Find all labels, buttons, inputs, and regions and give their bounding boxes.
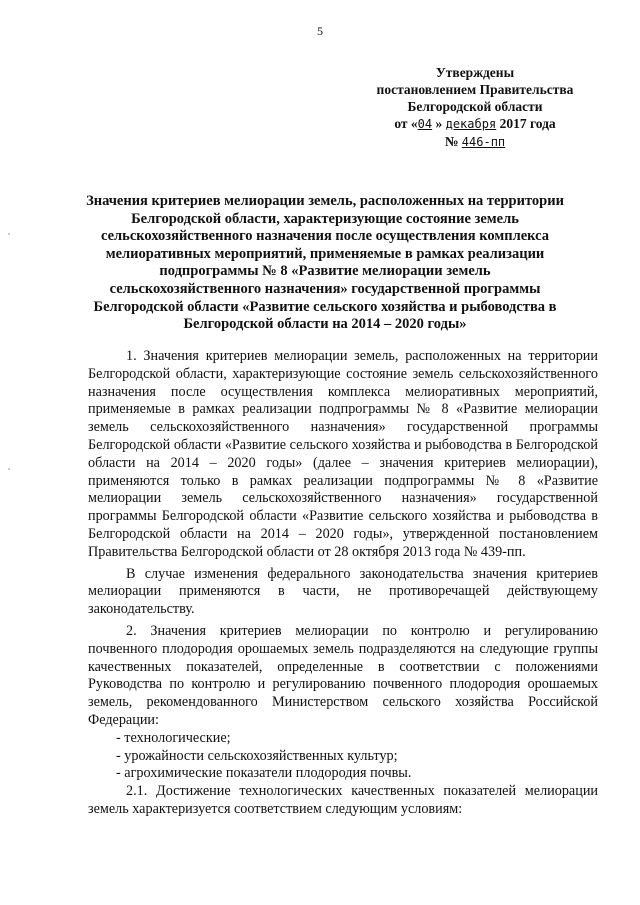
list-item-yield: - урожайности сельскохозяйственных культур; <box>116 747 398 764</box>
approval-date: от «04 » декабря 2017 года <box>394 116 556 131</box>
page-number: 5 <box>317 24 323 38</box>
document-title: Значения критериев мелиорации земель, расположенных на территории Белгородской области, характеризующие состояние земель сельскохозяйственного назначения после осуществления комплекса мелиоративных мероприятий, применяемые в рамках реализации подпрограммы № 8 «Развитие мелиорации земель сельскохозяйственного назначения» государственной программы Белгородской области «Развитие сельского хозяйства и рыбоводства в Белгородской области на 2014 – 2020 годы» <box>86 193 564 333</box>
scan-mark-left-2 <box>8 468 10 470</box>
document-body <box>88 348 598 819</box>
list-item-agrochemical: - агрохимические показатели плодородия почвы. <box>116 765 412 782</box>
approval-number-value: 446-пп <box>461 135 506 149</box>
list-item-technological: - технологические; <box>116 729 231 746</box>
approval-number: № 446-пп <box>444 134 506 149</box>
scan-mark-left-1 <box>8 233 10 235</box>
approval-line-3: Белгородской области <box>407 99 543 114</box>
approval-line-2: постановлением Правительства <box>376 82 574 97</box>
approval-line-1: Утверждены <box>435 65 515 80</box>
approval-block <box>365 64 585 151</box>
paragraph-3: 2. Значения критериев мелиорации по контролю и регулированию почвенного плодородия орошаемых земель подразделяются на следующие группы качественных показателей, определенные в соответствии с положениями Руководства по контролю и регулированию почвенного плодородия орошаемых земель, рекомендованного Министерством сельского хозяйства Российской Федерации: <box>88 622 598 728</box>
approval-day: 04 <box>417 117 433 131</box>
paragraph-4: 2.1. Достижение технологических качественных показателей мелиорации земель характеризуется соответствием следующим условиям: <box>88 783 598 817</box>
approval-month: декабря <box>445 117 497 131</box>
paragraph-1: 1. Значения критериев мелиорации земель, расположенных на территории Белгородской области, характеризующие состояние земель сельскохозяйственного назначения после осуществления комплекса мелиоративных мероприятий, применяемые в рамках реализации подпрограммы № 8 «Развитие мелиорации земель сельскохозяйственного назначения» государственной программы Белгородской области «Развитие сельского хозяйства и рыбоводства в Белгородской области на 2014 – 2020 годы» (далее – значения критериев мелиорации), применяются только в рамках реализации подпрограммы № 8 «Развитие мелиорации земель сельскохозяйственного назначения» государственной программы Белгородской области «Развитие сельского хозяйства и рыбоводства в Белгородской области на 2014 – 2020 годы», утвержденной постановлением Правительства Белгородской области от 28 октября 2013 года № 439-пп. <box>88 348 598 560</box>
paragraph-2: В случае изменения федерального законодательства значения критериев мелиорации применяются в части, не противоречащей действующему законодательству. <box>88 565 598 618</box>
